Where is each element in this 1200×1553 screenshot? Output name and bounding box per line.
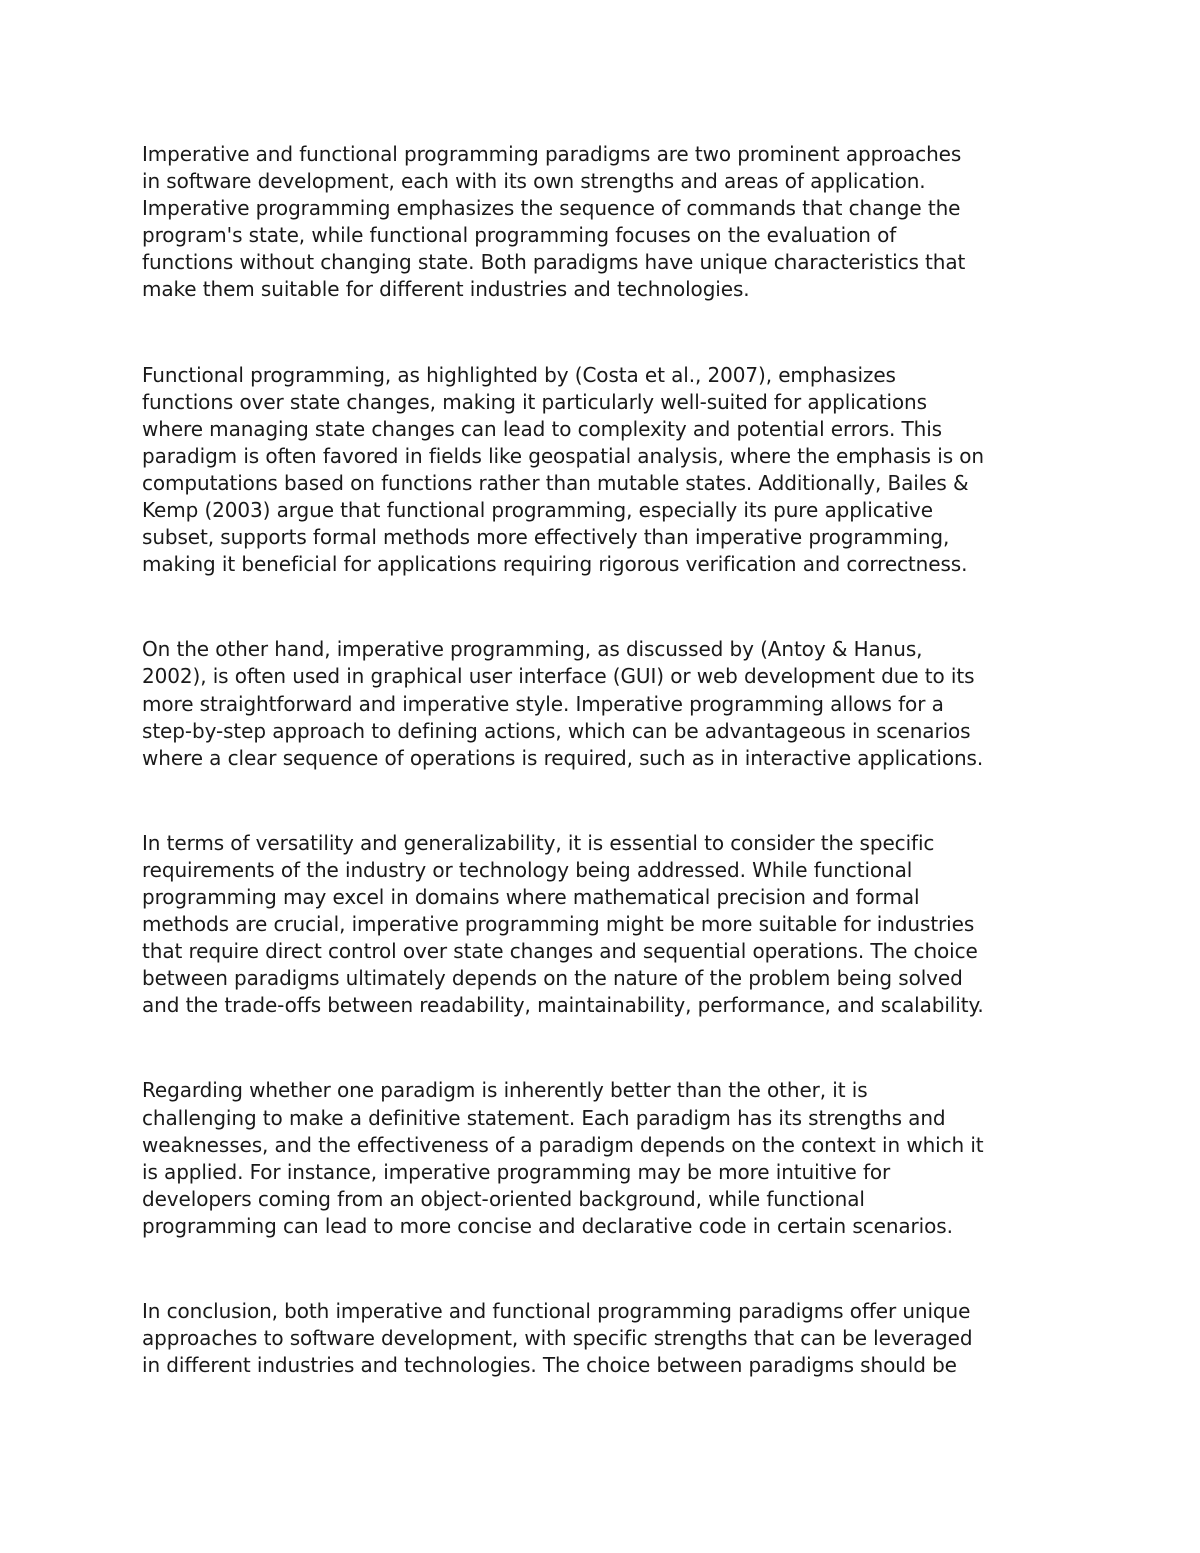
- paragraph-imperative-programming: [142, 636, 1082, 771]
- text-line: In terms of versatility and generalizability, it is essential to consider the specific: [142, 830, 935, 855]
- text-line: Kemp (2003) argue that functional programming, especially its pure applicative: [142, 498, 933, 523]
- text-line: Imperative programming emphasizes the sequence of commands that change the: [142, 196, 961, 221]
- text-line: methods are crucial, imperative programming might be more suitable for industries: [142, 912, 975, 937]
- text-line: computations based on functions rather than mutable states. Additionally, Bailes &: [142, 470, 969, 495]
- text-line: and the trade-offs between readability, maintainability, performance, and scalability.: [142, 993, 984, 1018]
- text-line: 2002), is often used in graphical user interface (GUI) or web development due to its: [142, 664, 975, 689]
- paragraph-introduction: [142, 141, 1082, 304]
- text-line: paradigm is often favored in fields like geospatial analysis, where the emphasis is on: [142, 443, 984, 468]
- text-line: in software development, each with its own strengths and areas of application.: [142, 169, 926, 194]
- text-line: functions over state changes, making it particularly well-suited for applications: [142, 389, 927, 414]
- text-line: step-by-step approach to defining actions, which can be advantageous in scenarios: [142, 718, 971, 743]
- text-line: more straightforward and imperative style. Imperative programming allows for a: [142, 691, 944, 716]
- text-line: in different industries and technologies. The choice between paradigms should be: [142, 1353, 957, 1378]
- text-line: Imperative and functional programming paradigms are two prominent approaches: [142, 142, 962, 166]
- text-line: requirements of the industry or technology being addressed. While functional: [142, 857, 913, 882]
- text-line: Regarding whether one paradigm is inherently better than the other, it is: [142, 1078, 868, 1103]
- text-line: making it beneficial for applications requiring rigorous verification and correctness.: [142, 552, 968, 577]
- text-line: where managing state changes can lead to complexity and potential errors. This: [142, 416, 943, 441]
- paragraph-conclusion: [142, 1298, 1082, 1379]
- paragraph-versatility: [142, 830, 1082, 1020]
- paragraph-functional-programming: [142, 362, 1082, 579]
- text-line: make them suitable for different industries and technologies.: [142, 277, 750, 302]
- paragraph-comparison: [142, 1077, 1082, 1240]
- text-line: challenging to make a definitive statement. Each paradigm has its strengths and: [142, 1105, 946, 1130]
- text-line: where a clear sequence of operations is required, such as in interactive applications.: [142, 745, 984, 770]
- document-body: [142, 141, 1082, 1379]
- text-line: weaknesses, and the effectiveness of a paradigm depends on the context in which it: [142, 1132, 984, 1157]
- text-line: Functional programming, as highlighted by (Costa et al., 2007), emphasizes: [142, 362, 896, 387]
- text-line: that require direct control over state changes and sequential operations. The choice: [142, 939, 978, 964]
- text-line: functions without changing state. Both paradigms have unique characteristics that: [142, 250, 966, 275]
- text-line: between paradigms ultimately depends on the nature of the problem being solved: [142, 966, 963, 991]
- text-line: programming may excel in domains where mathematical precision and formal: [142, 884, 920, 909]
- text-line: developers coming from an object-oriented background, while functional: [142, 1186, 865, 1211]
- text-line: programming can lead to more concise and declarative code in certain scenarios.: [142, 1213, 953, 1238]
- text-line: is applied. For instance, imperative programming may be more intuitive for: [142, 1159, 891, 1184]
- text-line: program's state, while functional programming focuses on the evaluation of: [142, 223, 897, 248]
- text-line: On the other hand, imperative programming, as discussed by (Antoy & Hanus,: [142, 637, 923, 662]
- text-line: subset, supports formal methods more effectively than imperative programming,: [142, 525, 950, 550]
- text-line: approaches to software development, with specific strengths that can be leveraged: [142, 1326, 973, 1351]
- text-line: In conclusion, both imperative and functional programming paradigms offer unique: [142, 1299, 971, 1323]
